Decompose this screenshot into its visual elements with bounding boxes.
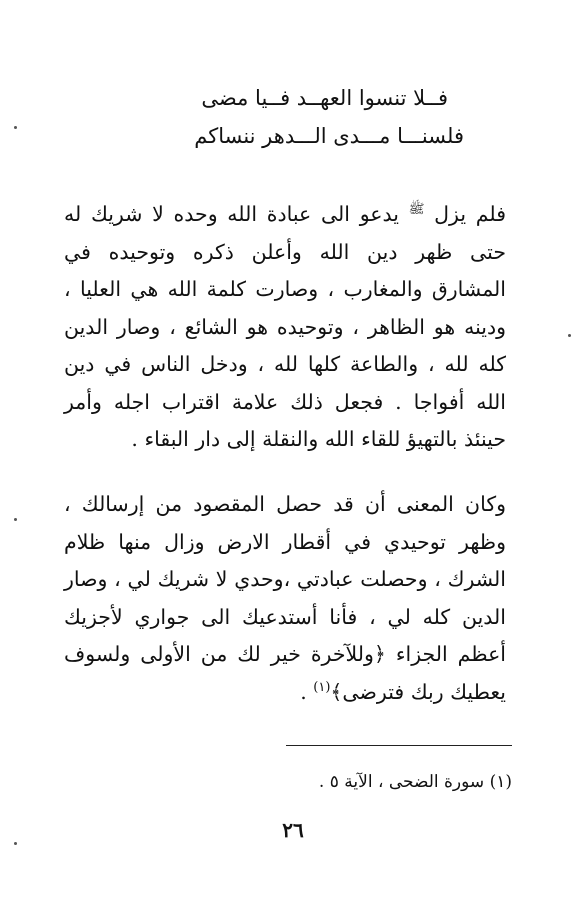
- honorific-symbol: ﷺ: [408, 202, 425, 218]
- footnote: (١) سورة الضحى ، الآية ٥ .: [318, 772, 512, 792]
- paragraph-1-start: فلم يزل: [424, 202, 506, 226]
- poem-line-2: فلسنـــا مـــدى الـــدهر ننساكم: [194, 124, 464, 148]
- footnote-marker: (١): [313, 679, 331, 695]
- margin-dot: [14, 126, 17, 129]
- paragraph-2-end: .: [300, 679, 314, 704]
- paragraph-1-body: يدعو الى عبادة الله وحده لا شريك له حتى ظهر دين الله وأعلن ذكره وتوحيده في المشارق والمغارب ، وصارت كلمة الله هي العليا ، ودينه هو الظاهر ، وتوحيده هو الشائع ، وصار الدين كله لله ، والطاعة كلها لله ، ودخل الناس في دين الله أفواجا . فجعل ذلك علامة اقتراب اجله وأمر حينئذ بالتهيؤ للقاء الله والنقلة إلى دار البقاء .: [64, 202, 506, 451]
- page-number: ٢٦: [282, 818, 304, 842]
- paragraph-2: [64, 486, 506, 711]
- margin-dot: [568, 334, 571, 337]
- poem-line-1: فــلا تنسوا العهــد فــيا مضى: [201, 86, 448, 110]
- footnote-divider: [286, 745, 512, 746]
- margin-dot: [14, 518, 17, 521]
- margin-dot: [14, 842, 17, 845]
- paragraph-2-body: وكان المعنى أن قد حصل المقصود من إرسالك ، وظهر توحيدي في أقطار الارض وزال منها ظلام الشرك ، وحصلت عبادتي ،وحدي لا شريك لي ، وصار الدين كله لي ، فأنا أستدعيك الى جواري لأجزيك أعظم الجزاء ﴿وللآخرة خير لك من الأولى ولسوف يعطيك ربك فترضى﴾: [64, 492, 506, 704]
- paragraph-1: [64, 196, 506, 459]
